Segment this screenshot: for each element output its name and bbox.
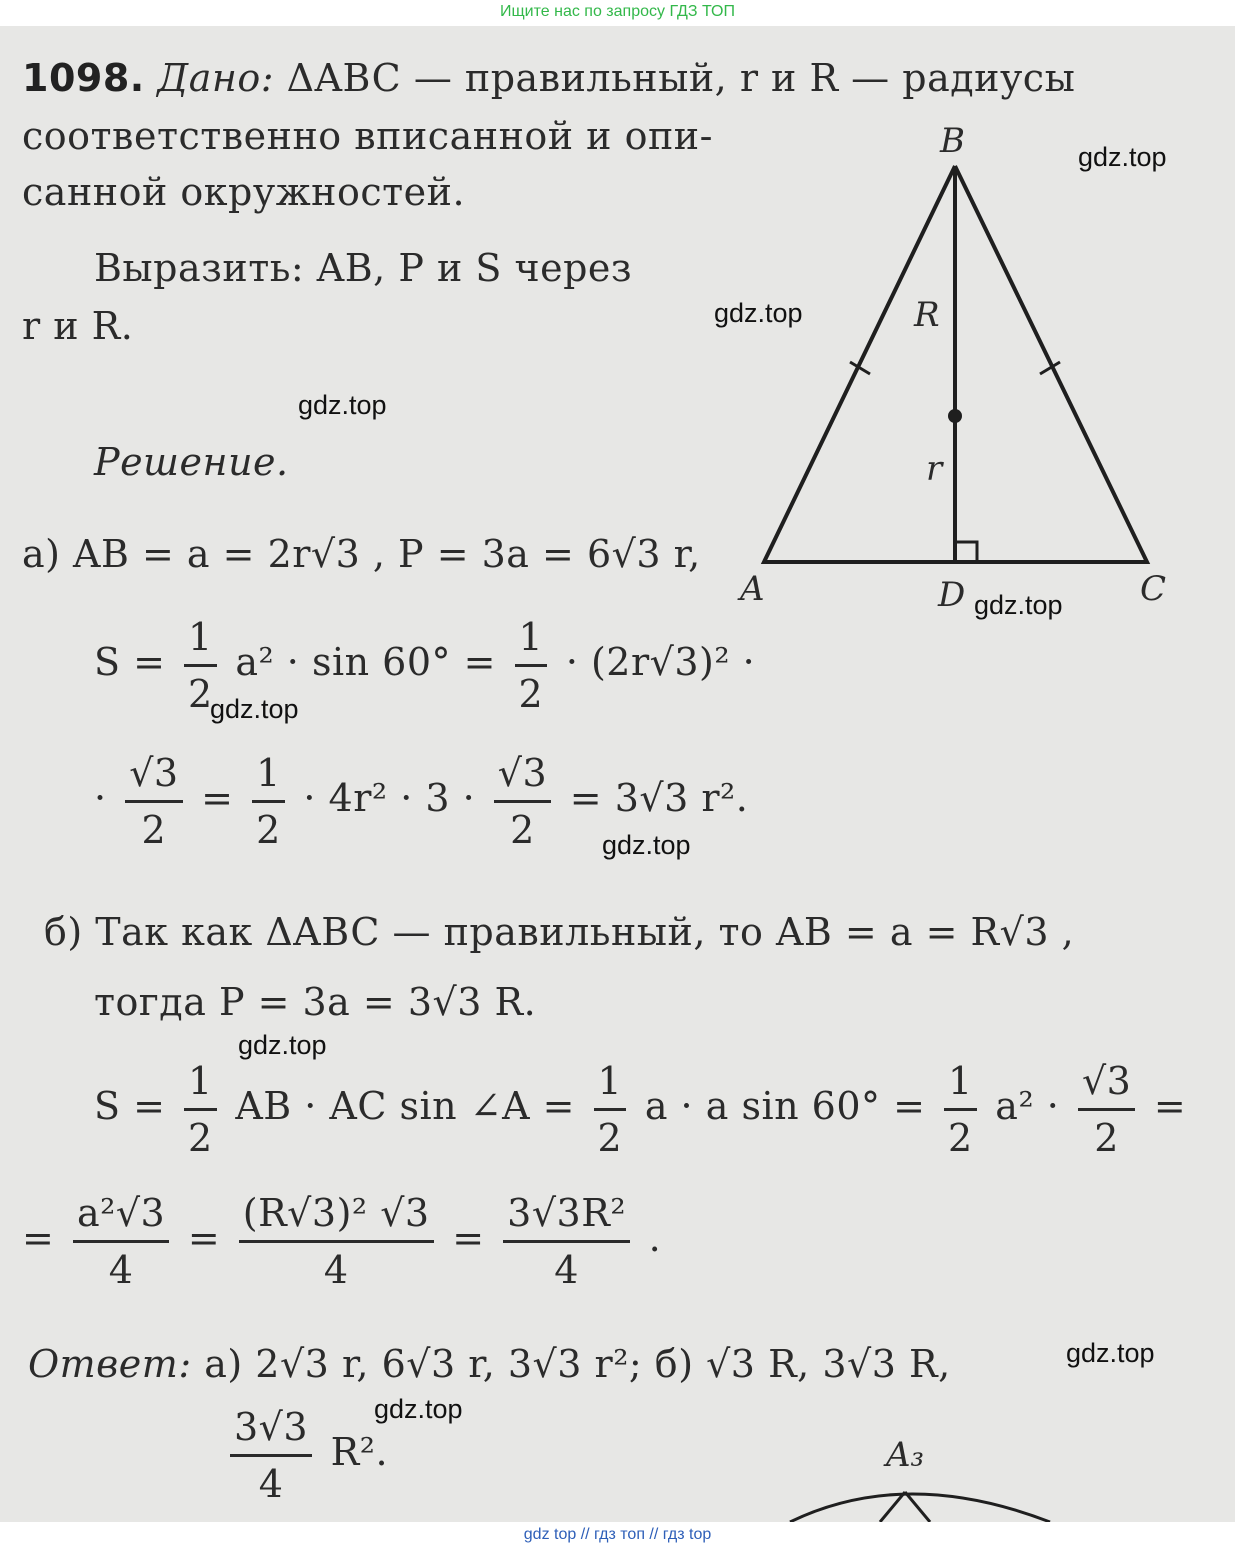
site-footer: gdz top // гдз топ // гдз top: [0, 1522, 1235, 1550]
area-mid-2: · (2r√3)² ·: [565, 640, 756, 684]
given-text: ΔABC — правильный, r и R — радиусы: [286, 56, 1076, 100]
fraction-half: $\frac{1}{2}$: [184, 610, 217, 721]
triangle-figure: [0, 26, 1235, 1522]
equals: =: [201, 776, 234, 820]
answer-tail: R².: [330, 1430, 389, 1474]
area-result-a: = 3√3 r².: [569, 776, 749, 820]
answer-label: Ответ:: [28, 1342, 192, 1386]
label-d: D: [938, 575, 966, 615]
area-mid-b2: a · a sin 60° =: [644, 1084, 926, 1128]
watermark: gdz.top: [974, 590, 1063, 620]
area-mid-b: AB · AC sin ∠A =: [235, 1084, 575, 1128]
watermark: gdz.top: [602, 830, 691, 860]
fraction-sqrt3-b: $\frac{√3}{2}$: [1078, 1054, 1135, 1165]
equals-c: =: [22, 1216, 55, 1260]
equals-d: =: [187, 1216, 221, 1260]
fraction-half-2: $\frac{1}{2}$: [515, 610, 548, 721]
watermark: gdz.top: [238, 1030, 327, 1060]
fraction-half-b3: $\frac{1}{2}$: [944, 1054, 977, 1165]
given-label: Дано:: [157, 56, 275, 100]
right-angle-mark: [955, 542, 977, 562]
watermark: gdz.top: [298, 390, 387, 420]
given-line-2: соответственно вписанной и опи-: [22, 114, 713, 158]
textbook-scan: [0, 26, 1235, 1522]
label-c: C: [1140, 569, 1167, 609]
fraction-sqrt3-2: $\frac{√3}{2}$: [125, 746, 182, 857]
area-mid: a² · sin 60° =: [235, 640, 496, 684]
center-point: [948, 409, 962, 423]
chord-right: [905, 1492, 930, 1522]
fraction-half-b1: $\frac{1}{2}$: [184, 1054, 217, 1165]
equals-e: =: [452, 1216, 485, 1260]
part-a-line1: а) AB = a = 2r√3 , P = 3a = 6√3 r,: [22, 532, 701, 576]
fraction-a2sqrt3: $\frac{\text{a²√3}}{4}$: [73, 1186, 169, 1297]
area-s-start-b: S =: [94, 1084, 166, 1128]
given-line-3: санной окружностей.: [22, 170, 466, 214]
equals-b: =: [1153, 1084, 1187, 1128]
problem-number: 1098.: [22, 56, 145, 100]
find-line-2: r и R.: [22, 304, 134, 348]
label-a: A: [740, 569, 765, 609]
period: .: [648, 1216, 662, 1260]
dot: ·: [94, 776, 107, 820]
area-s-start: S =: [94, 640, 166, 684]
area-mid-b3: a² ·: [995, 1084, 1060, 1128]
fraction-answer: $\frac{3√3}{4}$: [230, 1400, 312, 1511]
area-mid-3: · 4r² · 3 ·: [303, 776, 476, 820]
find-text: Выразить: AB, P и S через: [94, 246, 633, 290]
answer-text: а) 2√3 r, 6√3 r, 3√3 r²; б) √3 R, 3√3 R,: [204, 1342, 951, 1386]
fraction-sqrt3-2b: $\frac{√3}{2}$: [494, 746, 551, 857]
watermark: gdz.top: [1078, 142, 1167, 172]
solution-label: Решение.: [94, 440, 289, 484]
watermark: gdz.top: [1066, 1338, 1155, 1368]
watermark: gdz.top: [210, 694, 299, 724]
part-b-line1: б) Так как ΔABC — правильный, то AB = a = R√3 ,: [44, 910, 1075, 954]
label-a3: A₃: [886, 1435, 925, 1475]
watermark: gdz.top: [714, 298, 803, 328]
label-big-r: R: [914, 295, 940, 335]
label-b: B: [940, 121, 965, 161]
label-small-r: r: [926, 449, 943, 489]
part-b-line2: тогда P = 3a = 3√3 R.: [94, 980, 537, 1024]
fraction-half-3: $\frac{1}{2}$: [252, 746, 285, 857]
fraction-rsqrt3: $\frac{\text{(R√3)² √3}}{4}$: [239, 1186, 434, 1297]
fraction-result-b: $\frac{\text{3√3R²}}{4}$: [503, 1186, 630, 1297]
watermark: gdz.top: [374, 1394, 463, 1424]
site-banner: Ищите нас по запросу ГДЗ ТОП: [0, 0, 1235, 26]
fraction-half-b2: $\frac{1}{2}$: [594, 1054, 627, 1165]
